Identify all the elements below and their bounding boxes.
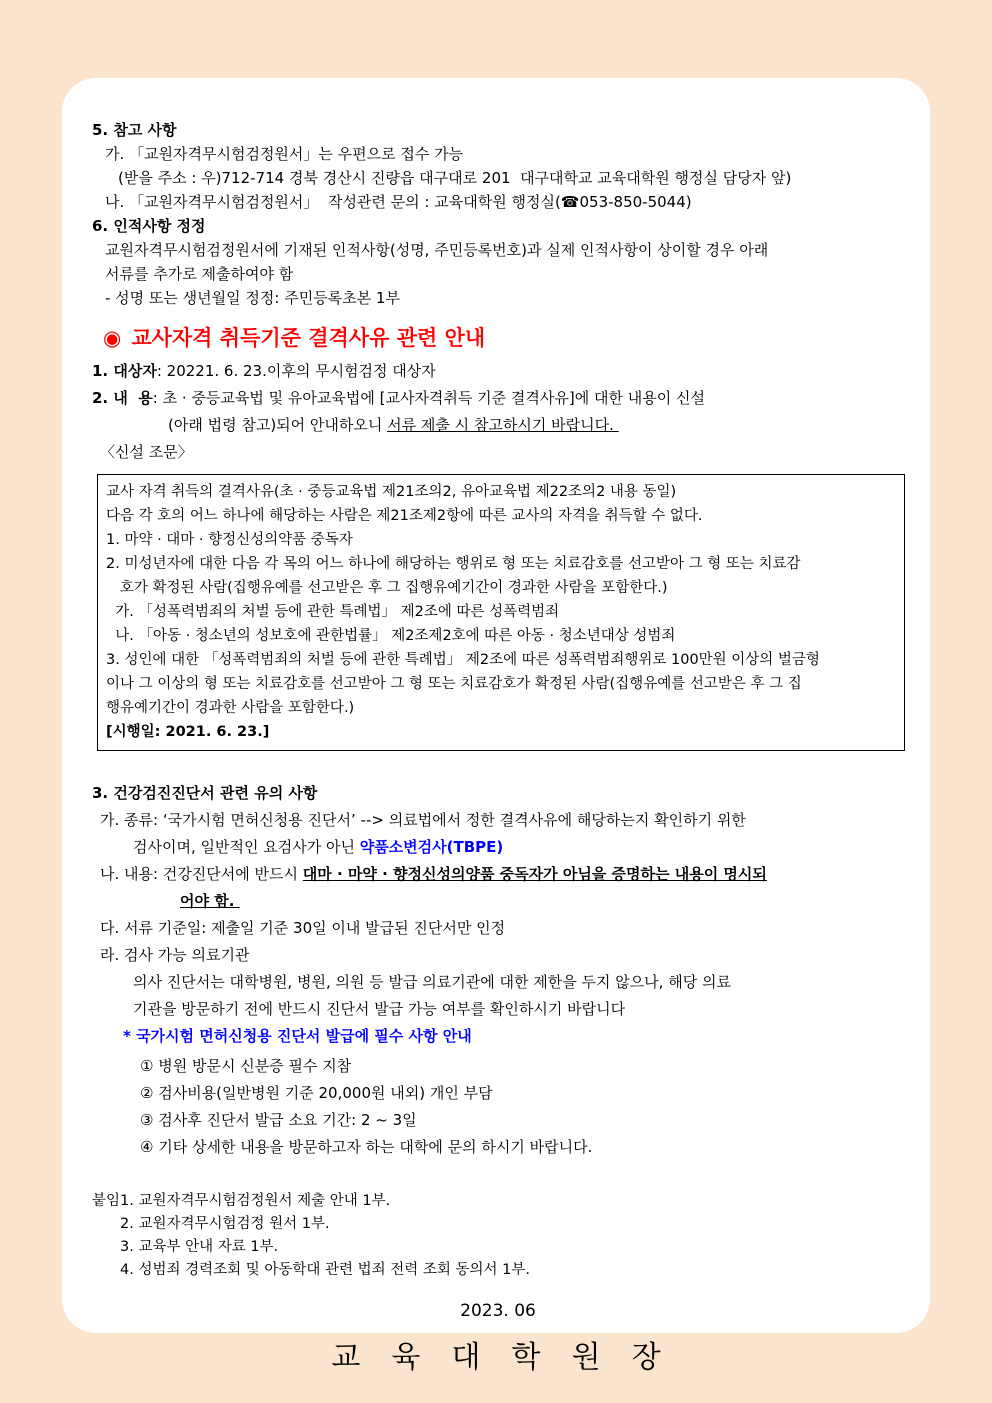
law-line: 나. 「아동 · 청소년의 성보호에 관한법률」 제2조제2호에 따른 아동 · 청소년대상 성범죄 (106, 628, 676, 644)
section3-steps (92, 1053, 904, 1161)
fisheye-bullet-icon: ◉ (103, 326, 122, 350)
section3-na-plain: 나. 내용: 건강진단서에 반드시 (100, 865, 303, 883)
law-line: 2. 미성년자에 대한 다음 각 목의 어느 하나에 해당하는 행위로 형 또는 치료감호를 선고받아 그 형 또는 치료감 (106, 556, 801, 572)
section6-body1: 교원자격무시험검정원서에 기재된 인적사항(성명, 주민등록번호)과 실제 인적사항이 상이할 경우 아래 (105, 241, 769, 259)
step-item: ① 병원 방문시 신분증 필수 지참 (140, 1057, 352, 1075)
section3-da-line: 다. 서류 기준일: 제출일 기준 30일 이내 발급된 진단서만 인정 (100, 919, 506, 937)
notice-heading (103, 324, 904, 352)
attachment-item: 2. 교원자격무시험검정 원서 1부. (120, 1216, 330, 1232)
law-line: 가. 「성폭력범죄의 처벌 등에 관한 특례법」 제2조에 따른 성폭력범죄 (106, 604, 560, 620)
notice-heading-text: 교사자격 취득기준 결격사유 관련 안내 (131, 326, 486, 350)
section5-item-ga: 가. 「교원자격무시험검정원서」는 우편으로 접수 가능 (105, 145, 464, 163)
step-item: ② 검사비용(일반병원 기준 20,000원 내외) 개인 부담 (140, 1084, 493, 1102)
section3-ga-line1: 가. 종류: ‘국가시험 면허신청용 진단서’ --> 의료법에서 정한 결격사유에 해당하는지 확인하기 위한 (100, 811, 746, 829)
section5-address: (받을 주소 : 우)712-714 경북 경산시 진량읍 대구대로 201 대구대학교 교육대학원 행정실 담당자 앞) (118, 169, 792, 187)
notice-item2 (92, 385, 904, 412)
law-line: 행유예기간이 경과한 사람을 포함한다.) (106, 700, 355, 716)
section3-ra-body1: 의사 진단서는 대학병원, 병원, 의원 등 발급 의료기관에 대한 제한을 두지 않으나, 해당 의료 (133, 973, 731, 991)
notice-item1-text: : 20221. 6. 23.이후의 무시험검정 대상자 (156, 362, 436, 380)
section3-na-line2 (92, 888, 904, 915)
law-text-box (97, 474, 905, 751)
section3-ga-line2 (92, 834, 904, 861)
law-line: 1. 마약 · 대마 · 향정신성의약품 중독자 (106, 532, 353, 548)
new-clause-label: 〈신설 조문〉 (100, 443, 193, 461)
law-line: 호가 확정된 사람(집행유예를 선고받은 후 그 집행유예기간이 경과한 사람을 포함한다.) (106, 580, 668, 596)
section6-body3: - 성명 또는 생년월일 정정: 주민등록초본 1부 (105, 289, 400, 307)
attachment-item: 3. 교육부 안내 자료 1부. (120, 1239, 279, 1255)
section3-na-underline2: 어야 함. (180, 892, 240, 910)
notice-item2-label: 2. 내 용 (92, 389, 153, 407)
section5-item-na: 나. 「교원자격무시험검정원서」 작성관련 문의 : 교육대학원 행정실(☎053-850-5044) (105, 193, 692, 211)
section3 (92, 780, 904, 1161)
notice-item1-label: 1. 대상자 (92, 362, 157, 380)
section6-body2: 서류를 추가로 제출하여야 함 (105, 265, 294, 283)
section3-title: 3. 건강검진진단서 관련 유의 사항 (92, 784, 318, 802)
notice-item2-cont-underline: 서류 제출 시 참고하시기 바랍니다. (387, 416, 619, 434)
notice-item2-continuation (92, 412, 904, 439)
section3-na-underline1: 대마 · 마약 · 향정신성의양품 중독자가 아님을 증명하는 내용이 명시되 (302, 865, 767, 883)
attachment-item: 4. 성범죄 경력조회 및 아동학대 관련 법죄 전력 조회 동의서 1부. (120, 1262, 530, 1278)
section3-ra-line: 라. 검사 가능 의료기관 (100, 946, 250, 964)
section3-na-line1 (92, 861, 904, 888)
attachment-item: 붙임1. 교원자격무시험검정원서 제출 안내 1부. (92, 1193, 391, 1209)
attachments-list (92, 1190, 904, 1282)
law-line: 3. 성인에 대한 「성폭력범죄의 처벌 등에 관한 특례법」 제2조에 따른 성폭력범죄행위로 100만원 이상의 벌금형 (106, 652, 820, 668)
notice-item1 (92, 358, 904, 385)
law-line: 이나 그 이상의 형 또는 치료감호를 선고받아 그 형 또는 치료감호가 확정된 사람(집행유예를 선고받은 후 그 집 (106, 676, 802, 692)
signature-title: 교 육 대 학 원 장 (331, 1340, 665, 1375)
law-effective-date: [시행일: 2021. 6. 23.] (106, 724, 270, 740)
section3-ga-line2-blue: 약품소변검사(TBPE) (359, 838, 504, 856)
section3-ga-line2-plain: 검사이며, 일반적인 요검사가 아닌 (133, 838, 360, 856)
step-item: ④ 기타 상세한 내용을 방문하고자 하는 대학에 문의 하시기 바랍니다. (140, 1138, 593, 1156)
law-line: 다음 각 호의 어느 하나에 해당하는 사람은 제21조제2항에 따른 교사의 자격을 취득할 수 없다. (106, 508, 703, 524)
section3-ra-body2: 기관을 방문하기 전에 반드시 진단서 발급 가능 여부를 확인하시기 바랍니다 (133, 1000, 626, 1018)
law-line: 교사 자격 취득의 결격사유(초 · 중등교육법 제21조의2, 유아교육법 제22조의2 내용 동일) (106, 484, 677, 500)
section3-star-note: * 국가시험 면허신청용 진단서 발급에 필수 사항 안내 (123, 1027, 472, 1045)
document-panel (62, 78, 930, 1375)
section5-title: 5. 참고 사항 (92, 121, 177, 139)
issue-date: 2023. 06 (460, 1301, 536, 1321)
notice-item2-cont-plain: (아래 법령 참고)되어 안내하오니 (168, 416, 388, 434)
notice-item2-text: : 초 · 중등교육법 및 유아교육법에 [교사자격취득 기준 결격사유]에 대한 내용이 신설 (152, 389, 705, 407)
section6-title: 6. 인적사항 정정 (92, 217, 206, 235)
step-item: ③ 검사후 진단서 발급 소요 기간: 2 ~ 3일 (140, 1111, 417, 1129)
